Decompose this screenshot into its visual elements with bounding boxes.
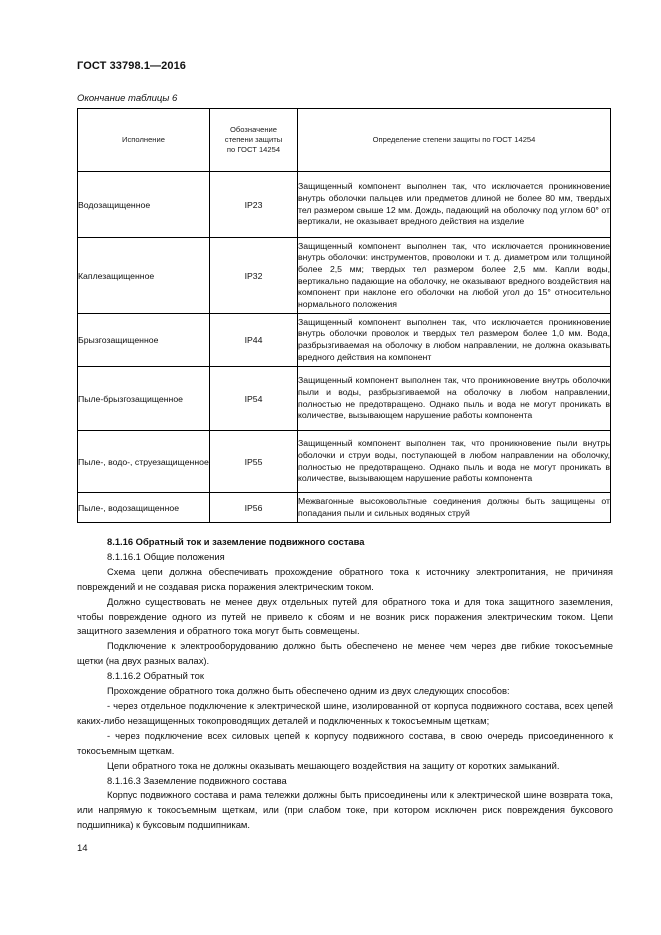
row-execution-name: Пыле-, водозащищенное bbox=[78, 493, 210, 523]
subsection-heading: 8.1.16.3 Заземление подвижного состава bbox=[107, 774, 287, 786]
table-caption: Окончание таблицы 6 bbox=[77, 93, 178, 104]
protection-table bbox=[77, 108, 611, 523]
page-number: 14 bbox=[77, 843, 88, 854]
row-ip-code: IP55 bbox=[210, 431, 298, 493]
row-definition: Защищенный компонент выполнен так, что исключается проникновение внутрь оболочки проволок и твердых тел размером более 1,0 мм. Вода, разбрызгиваемая на оболочку в любом направлении, не должна оказывать вредного действия на компонент bbox=[298, 314, 611, 367]
table-row bbox=[78, 431, 611, 493]
document-code: ГОСТ 33798.1—2016 bbox=[77, 60, 187, 72]
row-definition: Защищенный компонент выполнен так, что проникновение пыли внутрь оболочки и струи воды, поступающей в любом направлении на оболочку, полностью не предотвращено. Однако пыль и вода не могут проникать в количестве, вызывающем нарушение работы компонента bbox=[298, 431, 611, 493]
row-ip-code: IP44 bbox=[210, 314, 298, 367]
table-row bbox=[78, 493, 611, 523]
subsection-heading: 8.1.16.2 Обратный ток bbox=[107, 670, 204, 682]
section-body bbox=[77, 535, 613, 833]
column-header-designation bbox=[210, 109, 298, 172]
row-execution-name: Пыле-брызгозащищенное bbox=[78, 367, 210, 431]
row-ip-code: IP32 bbox=[210, 238, 298, 314]
table-row bbox=[78, 367, 611, 431]
row-definition: Защищенный компонент выполнен так, что проникновение внутрь оболочки пыли и воды, разбрызгиваемой на оболочку в любом направлении, полностью не предотвращено. Однако пыль и вода не могут проникать в количестве, вызывающем нарушение работы компонента bbox=[298, 367, 611, 431]
subsection-heading: 8.1.16.1 Общие положения bbox=[107, 550, 225, 562]
paragraph: Должно существовать не менее двух отдельных путей для обратного тока и для тока защитного заземления, чтобы повреждение одного из путей не привело к сбоям и не возник риск поражения электрическим током. Цепи защитного заземления и обратного тока могут быть совмещены. bbox=[77, 595, 613, 637]
row-execution-name: Каплезащищенное bbox=[78, 238, 210, 314]
row-ip-code: IP23 bbox=[210, 172, 298, 238]
paragraph: Цепи обратного тока не должны оказывать мешающего воздействия на защиту от коротких замыканий. bbox=[107, 759, 560, 771]
paragraph: Корпус подвижного состава и рама тележки должны быть присоединены или к электрической шине возврата тока, или напрямую к токосъемным щеткам, или (при слабом токе, при котором исключен риск повреждения буксового подшипника) к буксовым подшипникам. bbox=[77, 789, 613, 831]
list-item: - через отдельное подключение к электрической шине, изолированной от корпуса подвижного состава, всех цепей каких-либо незащищенных токопроводящих деталей и подключенных к токосъемным щеткам; bbox=[77, 699, 613, 726]
row-execution-name: Пыле-, водо-, струезащищенное bbox=[78, 431, 210, 493]
row-definition: Защищенный компонент выполнен так, что исключается проникновение внутрь оболочки: инструментов, проволоки и т. д. диаметром или толщиной более 2,5 мм; твердых тел размером более 2,5 мм. Капли воды, вертикально падающие на оболочку, не оказывают вредного воздействия на компонент при наклоне его оболочки на любой угол до 15° относительно нормального положения bbox=[298, 238, 611, 314]
list-item: - через подключение всех силовых цепей к корпусу подвижного состава, в свою очередь присоединенного к токосъемным щеткам. bbox=[77, 729, 613, 756]
paragraph: Подключение к электрооборудованию должно быть обеспечено не менее чем через две гибкие токосъемные щетки (на двух разных валах). bbox=[77, 640, 613, 667]
column-header-designation-text: Обозначение степени защиты по ГОСТ 14254 bbox=[224, 125, 283, 154]
table-header-row bbox=[78, 109, 611, 172]
table-row bbox=[78, 172, 611, 238]
row-definition: Межвагонные высоковольтные соединения должны быть защищены от попадания пыли и сильных водяных струй bbox=[298, 493, 611, 523]
row-execution-name: Водозащищенное bbox=[78, 172, 210, 238]
paragraph: Прохождение обратного тока должно быть обеспечено одним из двух следующих способов: bbox=[107, 685, 510, 697]
row-execution-name: Брызгозащищенное bbox=[78, 314, 210, 367]
section-heading: 8.1.16 Обратный ток и заземление подвижного состава bbox=[107, 536, 365, 547]
column-header-definition: Определение степени защиты по ГОСТ 14254 bbox=[298, 109, 611, 172]
paragraph: Схема цепи должна обеспечивать прохождение обратного тока к источнику электропитания, не причиняя повреждений и не создавая риска поражения электрическим током. bbox=[77, 565, 613, 592]
row-ip-code: IP56 bbox=[210, 493, 298, 523]
table-row bbox=[78, 238, 611, 314]
row-ip-code: IP54 bbox=[210, 367, 298, 431]
row-definition: Защищенный компонент выполнен так, что исключается проникновение внутрь оболочки пальцев или предметов длиной не более 80 мм, твердых тел размером свыше 12 мм. Дождь, падающий на оболочку под углом 60° от вертикали, не оказывает вредного действия на изделие bbox=[298, 172, 611, 238]
table-row bbox=[78, 314, 611, 367]
column-header-execution: Исполнение bbox=[78, 109, 210, 172]
